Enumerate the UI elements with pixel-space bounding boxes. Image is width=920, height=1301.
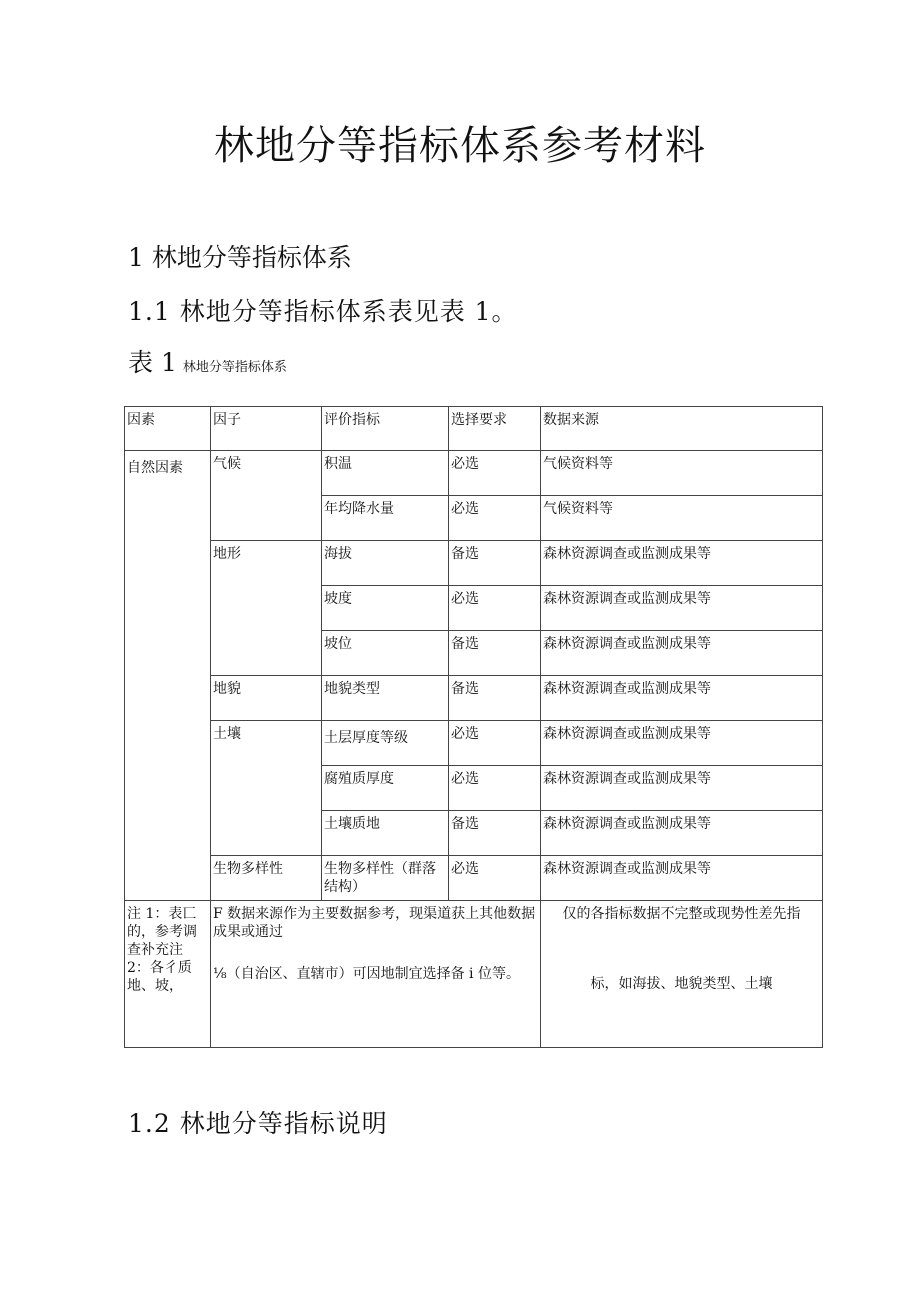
table-row xyxy=(125,451,823,496)
indicator-cell: 土壤质地 xyxy=(322,811,449,856)
requirement-cell: 必选 xyxy=(449,766,541,811)
factor-group-cell: 自然因素 xyxy=(125,451,211,901)
table-row xyxy=(125,721,823,766)
table-caption-number: 表 1 xyxy=(128,348,177,377)
factor-cell-biodiversity: 生物多样性 xyxy=(211,856,322,901)
indicator-cell: 坡度 xyxy=(322,586,449,631)
table-caption xyxy=(128,345,287,386)
table-row xyxy=(125,676,823,721)
indicator-cell: 腐殖质厚度 xyxy=(322,766,449,811)
indicator-cell: 坡位 xyxy=(322,631,449,676)
source-cell: 森林资源调查或监测成果等 xyxy=(541,856,823,901)
notes-right-text-1: 仅的各指标数据不完整或现势性差先指 xyxy=(562,906,801,922)
requirement-cell: 必选 xyxy=(449,451,541,496)
requirement-cell: 必选 xyxy=(449,721,541,766)
requirement-cell: 备选 xyxy=(449,676,541,721)
table-notes-row xyxy=(125,901,823,1048)
section-heading-1-1: 1.1 林地分等指标体系表见表 1。 xyxy=(128,297,518,326)
table-row xyxy=(125,541,823,586)
indicator-cell: 年均降水量 xyxy=(322,496,449,541)
source-cell: 森林资源调查或监测成果等 xyxy=(541,676,823,721)
source-cell: 气候资料等 xyxy=(541,496,823,541)
factor-cell-terrain: 地形 xyxy=(211,541,322,676)
requirement-cell: 必选 xyxy=(449,496,541,541)
notes-middle-text-1: F 数据来源作为主要数据参考，现渠道获上其他数据成果或通过 xyxy=(213,906,536,940)
header-data-source: 数据来源 xyxy=(541,407,823,451)
notes-middle-text-2: ⅛（自治区、直辖市）可因地制宜选择备 i 位等。 xyxy=(213,966,520,982)
section-heading-1-2: 1.2 林地分等指标说明 xyxy=(128,1109,388,1138)
header-indicator: 评价指标 xyxy=(322,407,449,451)
requirement-cell: 备选 xyxy=(449,541,541,586)
section-heading-1: 1 林地分等指标体系 xyxy=(128,243,352,272)
source-cell: 森林资源调查或监测成果等 xyxy=(541,631,823,676)
header-requirement: 选择要求 xyxy=(449,407,541,451)
table-caption-text: 林地分等指标体系 xyxy=(182,360,287,375)
requirement-cell: 必选 xyxy=(449,586,541,631)
source-cell: 森林资源调查或监测成果等 xyxy=(541,721,823,766)
requirement-cell: 必选 xyxy=(449,856,541,901)
source-cell: 森林资源调查或监测成果等 xyxy=(541,586,823,631)
indicator-table xyxy=(124,406,823,1048)
table-row xyxy=(125,856,823,901)
header-factor-group: 因素 xyxy=(125,407,211,451)
indicator-cell: 海拔 xyxy=(322,541,449,586)
factor-cell-landform: 地貌 xyxy=(211,676,322,721)
indicator-cell: 地貌类型 xyxy=(322,676,449,721)
requirement-cell: 备选 xyxy=(449,631,541,676)
notes-middle-cell xyxy=(211,901,541,1048)
source-cell: 气候资料等 xyxy=(541,451,823,496)
factor-cell-soil: 土壤 xyxy=(211,721,322,856)
indicator-cell: 积温 xyxy=(322,451,449,496)
notes-left-cell: 注 1：表匸的，参考调查补充注 2：各彳质地、坡， xyxy=(125,901,211,1048)
table-header-row xyxy=(125,407,823,451)
source-cell: 森林资源调查或监测成果等 xyxy=(541,811,823,856)
header-factor: 因子 xyxy=(211,407,322,451)
source-cell: 森林资源调查或监测成果等 xyxy=(541,766,823,811)
indicator-cell: 生物多样性（群落结构） xyxy=(322,856,449,901)
source-cell: 森林资源调查或监测成果等 xyxy=(541,541,823,586)
requirement-cell: 备选 xyxy=(449,811,541,856)
notes-right-text-2: 标，如海拔、地貌类型、土壤 xyxy=(590,976,773,992)
indicator-cell: 土层厚度等级 xyxy=(322,721,449,766)
notes-right-cell xyxy=(541,901,823,1048)
factor-cell-climate: 气候 xyxy=(211,451,322,541)
document-title: 林地分等指标体系参考材料 xyxy=(214,123,706,169)
